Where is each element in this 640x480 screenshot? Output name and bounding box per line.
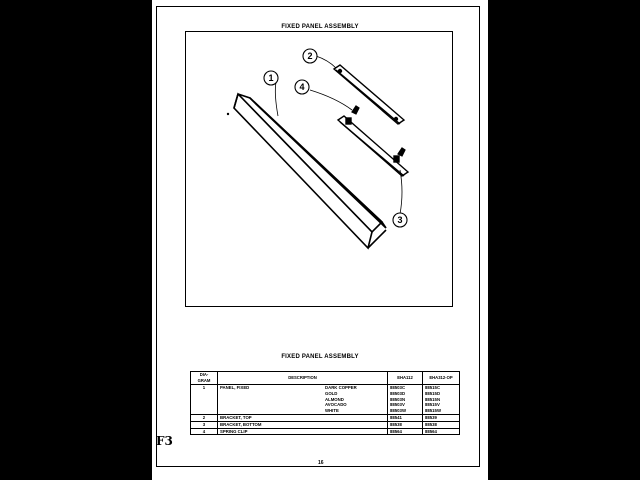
cell-diagram: 3 <box>191 421 218 428</box>
cell-model-a: 88564 <box>388 428 423 435</box>
header-diagram: DIA- GRAM <box>191 372 218 385</box>
fixed-panel-drawing <box>234 94 386 248</box>
variant-color: ALMOND <box>325 396 344 402</box>
table-row <box>191 428 460 435</box>
cell-model-a: 88503C 88503D 88503N 88503V 88503W <box>388 385 423 415</box>
cell-model-b: 88515C 88515D 88515N 88515V 88515W <box>423 385 460 415</box>
callout-3: 3 <box>397 215 403 225</box>
cell-description: BRACKET, TOP <box>218 414 388 421</box>
desc-text: PANEL, FIXED <box>220 385 250 390</box>
callout-1: 1 <box>268 73 274 83</box>
header-description: DESCRIPTION <box>218 372 388 385</box>
page-number: 16 <box>318 460 324 466</box>
cell-model-b: 88564 <box>423 428 460 435</box>
variant-color: WHITE <box>325 408 339 414</box>
top-bracket-drawing <box>334 65 404 124</box>
bottom-bracket-drawing <box>338 116 408 176</box>
callout-2: 2 <box>307 51 313 61</box>
header-model-b: EHA312-OP <box>423 372 460 385</box>
variant-color: DARK COPPER <box>325 385 357 390</box>
cell-diagram: 4 <box>191 428 218 435</box>
variant-color: GOLD <box>325 390 338 396</box>
diagram-drawing <box>186 32 452 306</box>
table-row <box>191 414 460 421</box>
cell-model-a: 88541 <box>388 414 423 421</box>
screw-dot <box>227 113 229 115</box>
exploded-diagram <box>185 31 453 307</box>
cell-model-b: 88538 <box>423 421 460 428</box>
table-row <box>191 385 460 415</box>
cell-description <box>218 385 388 415</box>
table-row <box>191 421 460 428</box>
cell-model-b: 88539 <box>423 414 460 421</box>
parts-table <box>190 371 460 435</box>
cell-diagram: 1 <box>191 385 218 415</box>
cell-diagram: 2 <box>191 414 218 421</box>
cell-model-a: 88538 <box>388 421 423 428</box>
variant-color: AVOCADO <box>325 402 347 408</box>
section-mark: F3 <box>156 434 173 448</box>
cell-description: SPRING CLIP <box>218 428 388 435</box>
table-title: FIXED PANEL ASSEMBLY <box>281 354 359 360</box>
cell-description: BRACKET, BOTTOM <box>218 421 388 428</box>
page-title: FIXED PANEL ASSEMBLY <box>281 24 359 30</box>
callout-4: 4 <box>299 82 305 92</box>
header-model-a: EHA112 <box>388 372 423 385</box>
